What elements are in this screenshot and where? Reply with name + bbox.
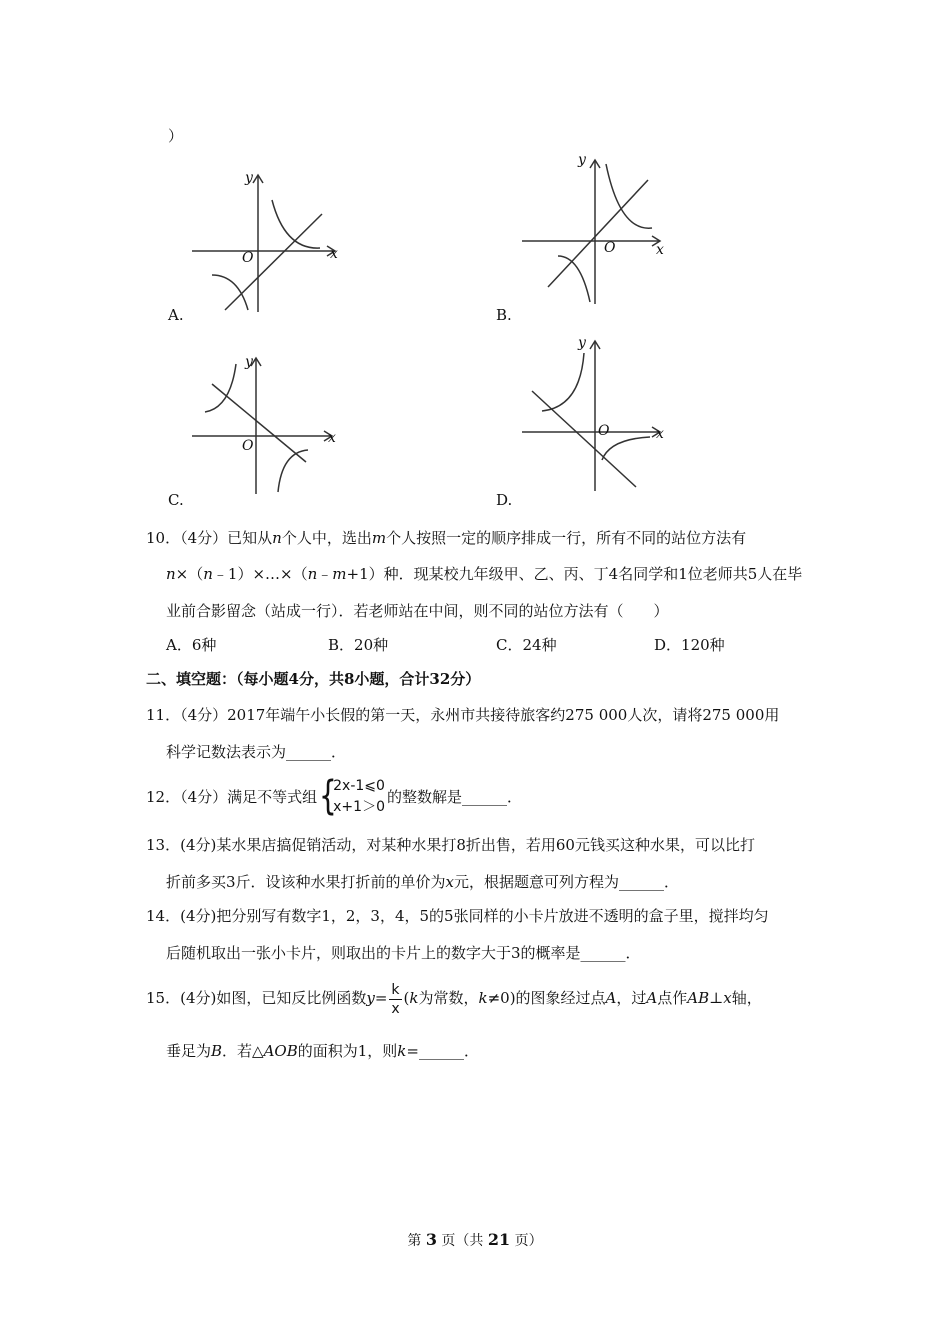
fraction-k-over-x: $\frac{k}{x}$	[391, 981, 400, 1017]
q13-line1: 13．(4分)某水果店搞促销活动，对某种水果打8折出售，若用60元钱买这种水果，可以比打	[146, 836, 755, 854]
origin-label: O	[598, 423, 610, 439]
q10-line1: 10．（4分）已知从n个人中，选出m个人按照一定的顺序排成一行，所有不同的站位方法有	[146, 529, 747, 547]
q15-line1: 15．(4分)如图，已知反比例函数y= $\frac{k}{x}$ (k为常数，k≠0)的图象经过点A，过A点作AB⊥x轴，	[146, 981, 762, 1017]
continuation-paren: ）	[168, 127, 184, 145]
x-axis-label: x	[328, 430, 336, 446]
q14-line1: 14．(4分)把分别写有数字1，2，3，4，5的5张同样的小卡片放进不透明的盒子里，搅拌均匀	[146, 907, 769, 925]
x-axis-label: x	[656, 426, 664, 442]
origin-label: O	[242, 250, 254, 266]
q11-line1: 11．（4分）2017年端午小长假的第一天，永州市共接待旅客约275 000人次，请将275 000用	[146, 706, 780, 724]
q10-choice-a: A．6种	[166, 636, 217, 654]
x-axis-label: x	[330, 246, 338, 262]
graph-b	[520, 152, 680, 312]
inequality-1: 2x-1⩽0	[333, 778, 385, 794]
origin-label: O	[242, 438, 254, 454]
y-axis-label: y	[245, 354, 253, 370]
inequality-2: x+1＞0	[333, 799, 385, 815]
q10-choice-b: B．20种	[328, 636, 389, 654]
q10-line2: n×（n﹣1）×…×（n﹣m+1）种．现某校九年级甲、乙、丙、丁4名同学和1位老师共5人在毕	[166, 565, 803, 583]
graph-c	[190, 352, 350, 497]
graph-d	[520, 335, 680, 495]
origin-label: O	[604, 240, 616, 256]
y-axis-label: y	[578, 152, 586, 168]
option-c-label: C.	[168, 491, 184, 509]
q11-line2: 科学记数法表示为______．	[166, 743, 347, 761]
q12-line: 12．（4分）满足不等式组 { 2x-1⩽0 x+1＞0 的整数解是______．	[146, 773, 522, 819]
page-footer: 第 3 页（共 21 页）	[407, 1230, 543, 1249]
q10-line3: 业前合影留念（站成一行）．若老师站在中间，则不同的站位方法有（ ）	[166, 602, 669, 620]
page-number: 3	[425, 1230, 437, 1249]
q14-line2: 后随机取出一张小卡片，则取出的卡片上的数字大于3的概率是______．	[166, 944, 641, 962]
q10-choice-c: C．24种	[496, 636, 557, 654]
total-pages: 21	[487, 1230, 511, 1249]
option-b-label: B.	[496, 306, 512, 324]
x-axis-label: x	[656, 242, 664, 258]
q10-choice-d: D．120种	[654, 636, 725, 654]
q13-line2: 折前多买3斤．设该种水果打折前的单价为x元，根据题意可列方程为______．	[166, 873, 680, 891]
option-d-label: D.	[496, 491, 513, 509]
q15-line2: 垂足为B．若△AOB的面积为1，则k=______．	[166, 1042, 479, 1060]
inequality-system: { 2x-1⩽0 x+1＞0	[319, 773, 385, 819]
y-axis-label: y	[245, 170, 253, 186]
y-axis-label: y	[578, 335, 586, 351]
section-2-title: 二、填空题：（每小题4分，共8小题，合计32分）	[146, 670, 481, 688]
option-a-label: A.	[168, 306, 184, 324]
graph-a	[190, 170, 350, 315]
